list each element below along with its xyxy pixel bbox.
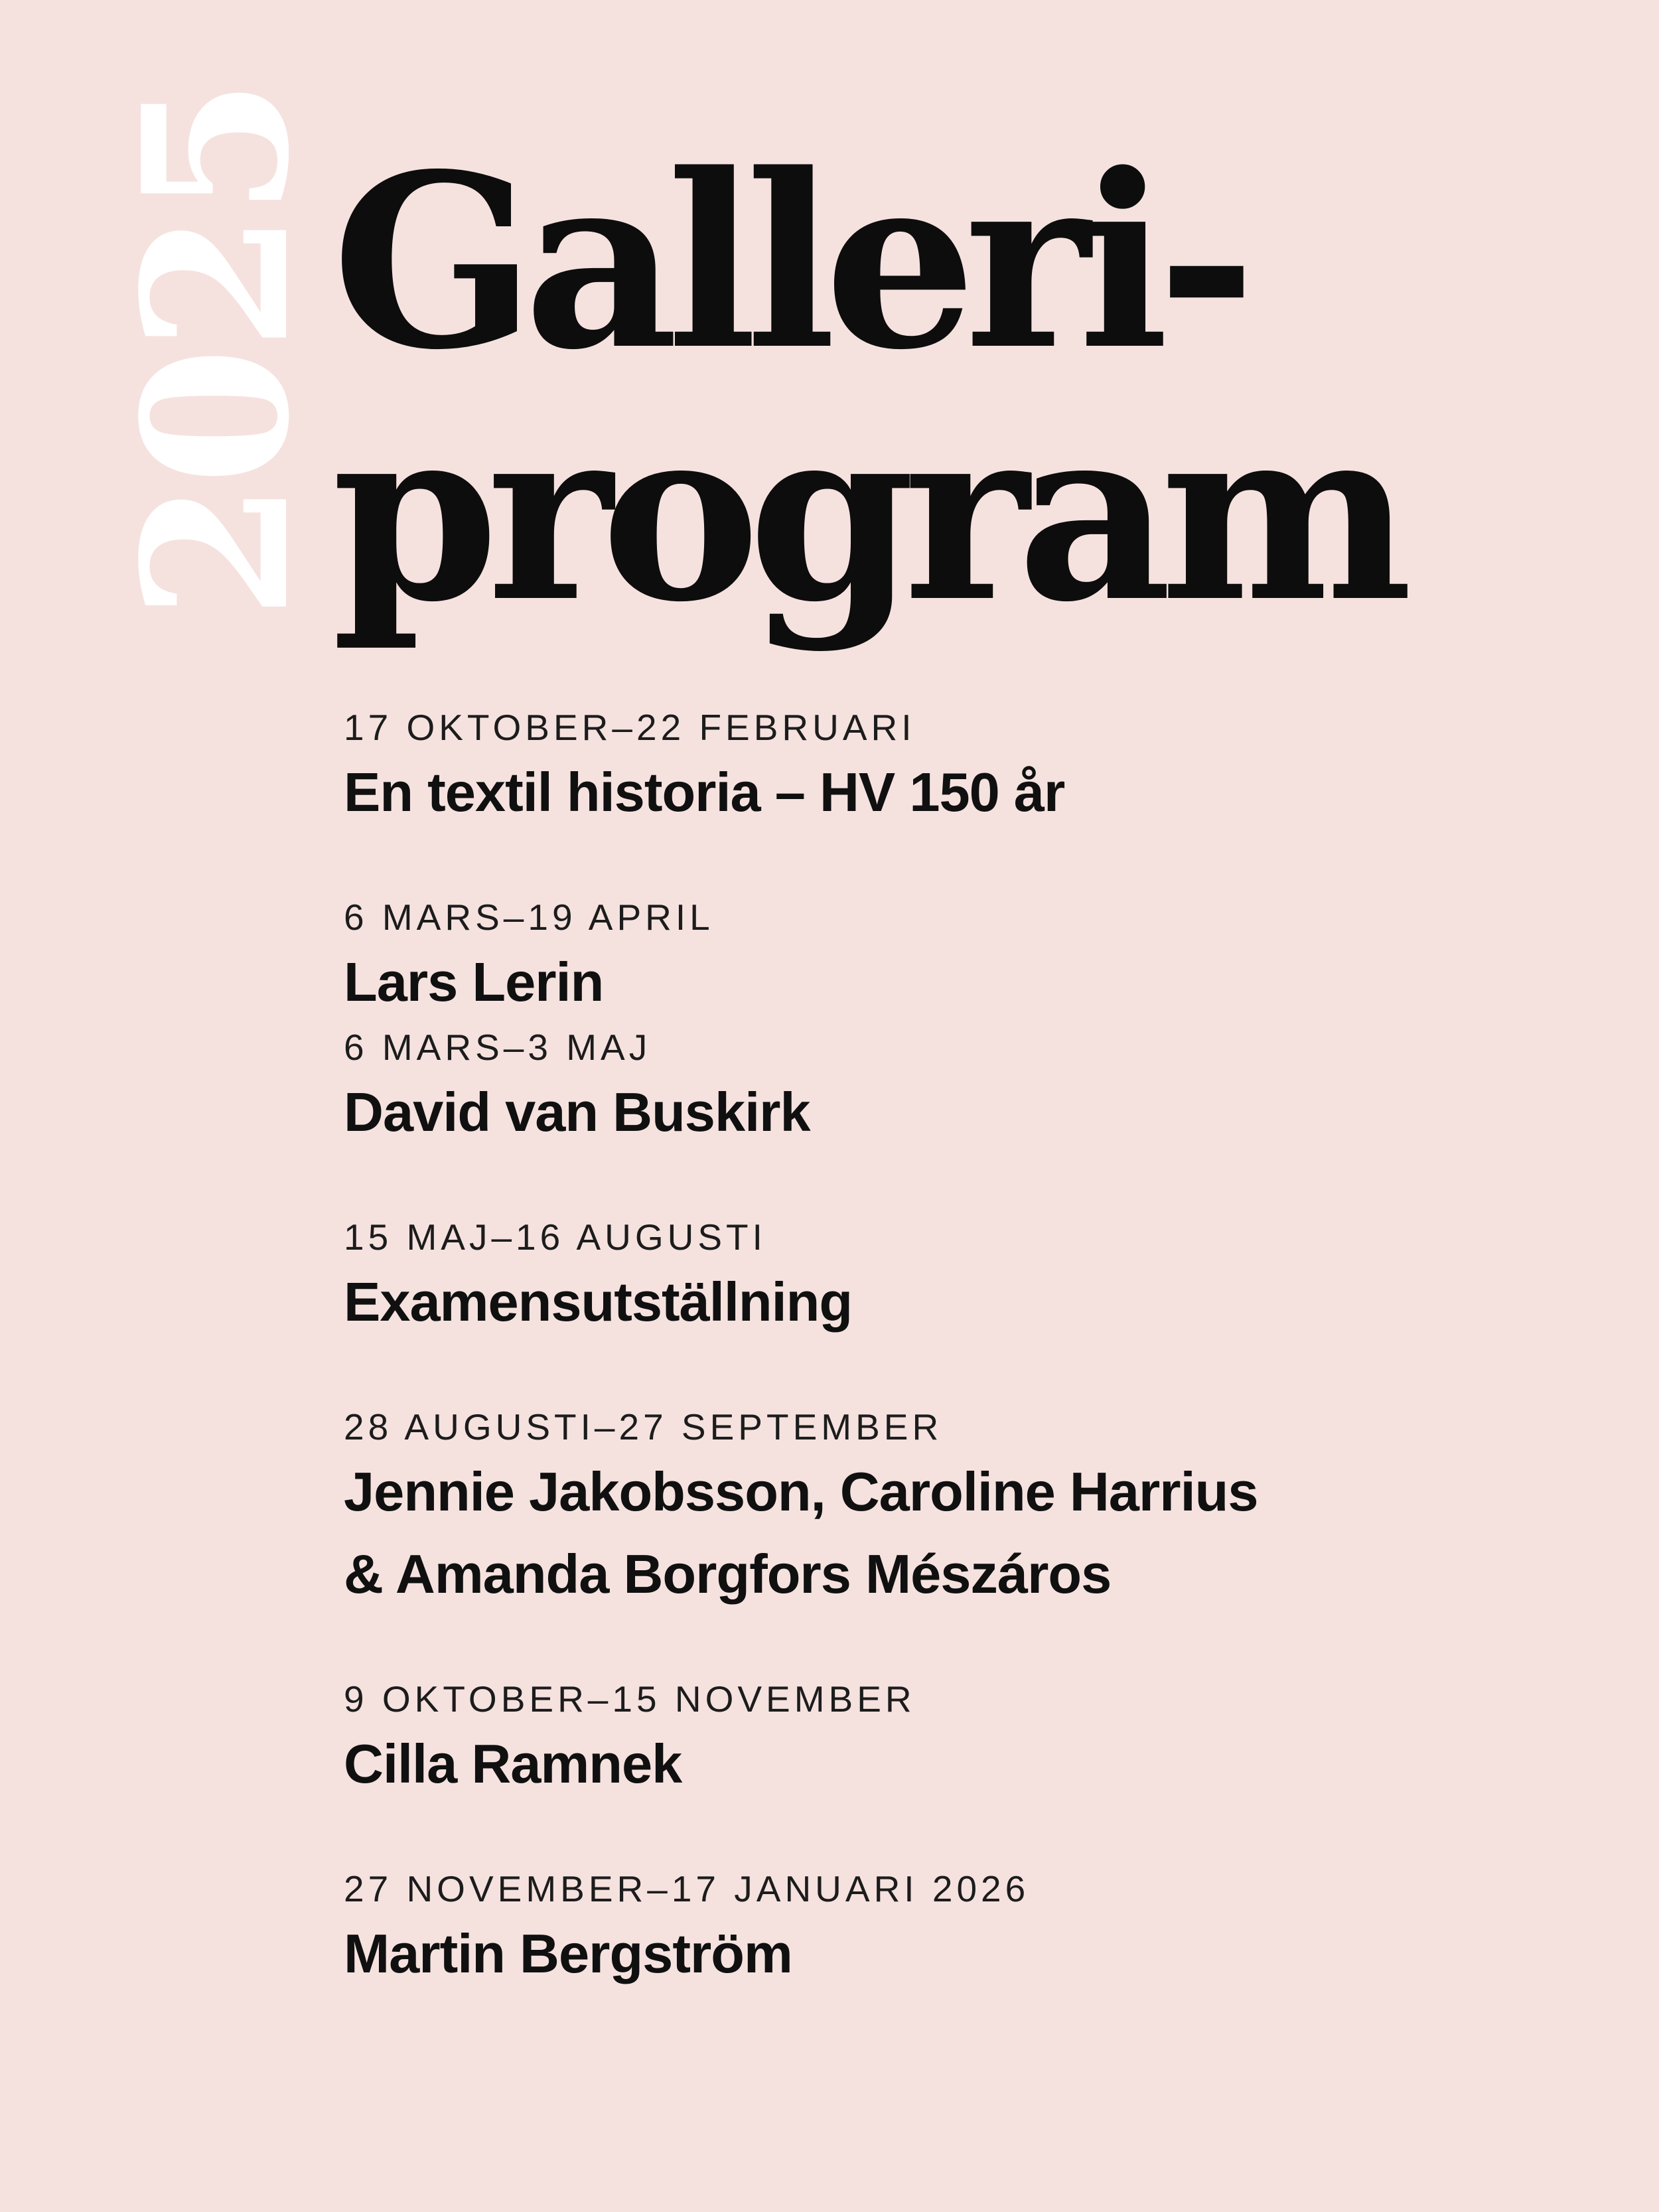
program-entry-van-buskirk	[344, 1023, 1605, 1153]
entry-date: 17 OKTOBER–22 FEBRUARI	[344, 707, 916, 748]
entry-title: Lars Lerin	[344, 951, 604, 1013]
program-entry-jakobsson	[344, 1403, 1605, 1615]
entry-date: 15 MAJ–16 AUGUSTI	[344, 1217, 766, 1258]
page-title	[332, 121, 1402, 654]
program-entry-bergstrom	[344, 1865, 1605, 1995]
program-entry-lerin	[344, 893, 1605, 1023]
entry-date: 6 MARS–19 APRIL	[344, 897, 714, 938]
entry-title: Martin Bergström	[344, 1923, 792, 1984]
entry-title-line-1: Jennie Jakobsson, Caroline Harrius	[344, 1461, 1258, 1522]
program-entry-examen	[344, 1213, 1605, 1343]
program-entry-textil	[344, 703, 1605, 834]
entry-date: 9 OKTOBER–15 NOVEMBER	[344, 1678, 916, 1720]
entry-title: En textil historia – HV 150 år	[344, 761, 1065, 823]
program-list	[344, 703, 1605, 1995]
title-line-2: program	[332, 374, 1402, 654]
year-label: 2025	[99, 82, 333, 620]
entry-date: 27 NOVEMBER–17 JANUARI 2026	[344, 1868, 1030, 1909]
program-entry-ramnek	[344, 1675, 1605, 1805]
entry-date: 6 MARS–3 MAJ	[344, 1027, 652, 1068]
entry-title-line-2: & Amanda Borgfors Mészáros	[344, 1543, 1112, 1605]
entry-date: 28 AUGUSTI–27 SEPTEMBER	[344, 1406, 943, 1447]
entry-title: David van Buskirk	[344, 1081, 810, 1143]
entry-title: Examensutställning	[344, 1271, 853, 1333]
entry-title: Cilla Ramnek	[344, 1733, 682, 1795]
title-line-1: Galleri-	[332, 121, 1245, 402]
entry-title	[344, 1451, 1605, 1615]
